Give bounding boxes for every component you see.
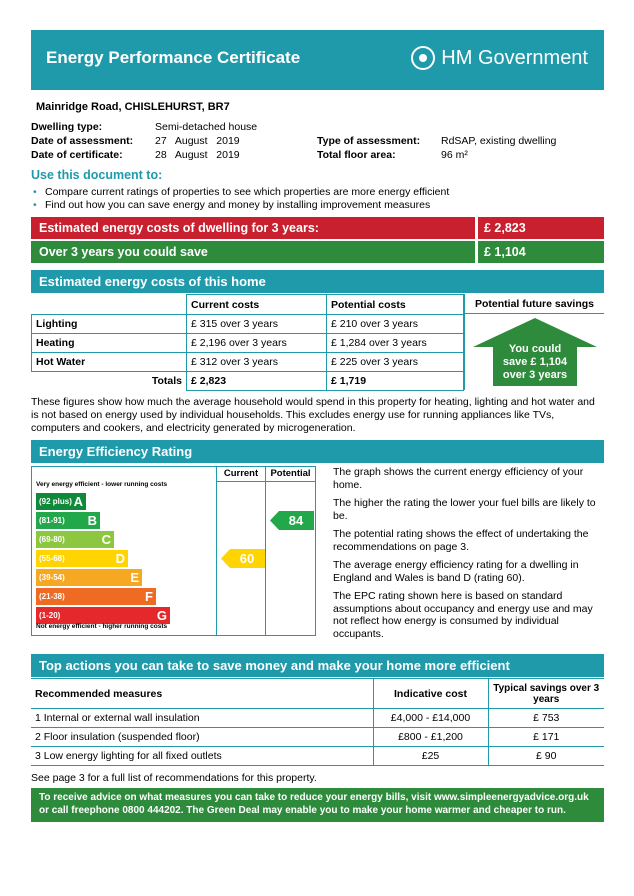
row-potential: £ 210 over 3 years	[327, 315, 464, 334]
band-range: (55-68)	[39, 554, 65, 563]
bullet-item: • Find out how you can save energy and money by installing improvement measures	[31, 199, 449, 212]
future-savings-panel	[464, 294, 604, 390]
date-assessment-label: Date of assessment:	[31, 135, 134, 147]
band-range: (81-91)	[39, 516, 65, 525]
measure-saving: £ 90	[488, 747, 604, 766]
measure-saving: £ 171	[488, 728, 604, 747]
actions-table	[31, 678, 604, 766]
column-potential: Potential	[270, 468, 311, 479]
description-paragraph: The potential rating shows the effect of undertaking the recommendations on page 3.	[333, 528, 589, 553]
totals-label: Totals	[32, 372, 187, 391]
row-label: Lighting	[32, 315, 187, 334]
measure-name: 1 Internal or external wall insulation	[31, 709, 373, 728]
date-certificate-value: 28 August 2019	[155, 149, 240, 161]
savings-line-2: save £ 1,104	[502, 356, 568, 368]
table-row	[32, 315, 464, 334]
use-document-list	[31, 186, 449, 212]
table-row	[32, 334, 464, 353]
column-current: Current	[223, 468, 259, 479]
row-current: £ 315 over 3 years	[187, 315, 327, 334]
row-current: £ 2,196 over 3 years	[187, 334, 327, 353]
band-letter: F	[145, 589, 153, 604]
measure-cost: £4,000 - £14,000	[373, 709, 488, 728]
description-paragraph: The EPC rating shown here is based on standard assumptions about occupancy and energy use and may not reflect how energy is consumed by individual occupants.	[333, 590, 593, 640]
actions-header-measure: Recommended measures	[31, 679, 373, 709]
property-address: Mainridge Road, CHISLEHURST, BR7	[36, 101, 230, 113]
row-current: £ 312 over 3 years	[187, 353, 327, 372]
band-letter: A	[73, 494, 83, 509]
future-savings-header: Potential future savings	[465, 294, 604, 314]
current-rating-value: 60	[239, 551, 255, 566]
savings-value: £ 1,104	[475, 241, 604, 263]
costs-section-title: Estimated energy costs of this home	[31, 270, 604, 293]
government-name: HM Government	[441, 46, 588, 69]
actions-title: Top actions you can take to save money and make your home more efficient	[31, 654, 604, 677]
document-title: Energy Performance Certificate	[46, 48, 301, 67]
band-letter: C	[101, 532, 111, 547]
row-label: Heating	[32, 334, 187, 353]
description-paragraph: The higher the rating the lower your fuel bills are likely to be.	[333, 497, 596, 522]
band-letter: G	[156, 608, 167, 623]
table-row	[31, 747, 604, 766]
band-letter: E	[130, 570, 139, 585]
efficiency-description	[333, 466, 603, 646]
use-document-title: Use this document to:	[31, 168, 163, 182]
band-range: (21-38)	[39, 592, 65, 601]
details-right	[317, 135, 556, 163]
actions-header-saving: Typical savings over 3 years	[488, 679, 604, 709]
details-left	[31, 121, 257, 163]
table-row	[32, 353, 464, 372]
efficiency-title: Energy Efficiency Rating	[31, 440, 604, 463]
totals-current: £ 2,823	[187, 372, 327, 391]
rating-band-e	[36, 569, 142, 586]
band-letter: D	[115, 551, 125, 566]
rating-band-d	[36, 550, 128, 567]
row-potential: £ 225 over 3 years	[327, 353, 464, 372]
savings-bar	[31, 241, 604, 263]
measure-name: 3 Low energy lighting for all fixed outlets	[31, 747, 373, 766]
savings-arrow-text	[465, 343, 605, 382]
band-letter: B	[87, 513, 97, 528]
rating-band-c	[36, 531, 114, 548]
estimated-cost-label: Estimated energy costs of dwelling for 3 years:	[31, 217, 475, 239]
costs-table	[31, 294, 464, 391]
band-range: (39-54)	[39, 573, 65, 582]
savings-line-3: over 3 years	[502, 369, 568, 381]
efficient-note: Very energy efficient - lower running costs	[36, 481, 168, 488]
header-bar	[31, 30, 604, 90]
type-assessment-value: RdSAP, existing dwelling	[441, 135, 557, 147]
floor-area-label: Total floor area:	[317, 149, 396, 161]
band-range: (92 plus)	[39, 497, 72, 506]
savings-line-1: You could	[508, 343, 562, 355]
estimated-cost-bar	[31, 217, 604, 239]
actions-header-cost: Indicative cost	[373, 679, 488, 709]
measure-cost: £800 - £1,200	[373, 728, 488, 747]
table-header-current: Current costs	[187, 295, 327, 315]
band-range: (69-80)	[39, 535, 65, 544]
floor-area-value: 96 m²	[441, 149, 468, 161]
row-label: Hot Water	[32, 353, 187, 372]
estimated-cost-value: £ 2,823	[475, 217, 604, 239]
date-assessment-value: 27 August 2019	[155, 135, 240, 147]
type-assessment-label: Type of assessment:	[317, 135, 421, 147]
table-header-potential: Potential costs	[327, 295, 464, 315]
rating-band-b	[36, 512, 100, 529]
description-paragraph: The average energy efficiency rating for a dwelling in England and Wales is band D (rating 60).	[333, 559, 579, 584]
table-row	[31, 709, 604, 728]
rating-band-a	[36, 493, 86, 510]
savings-label: Over 3 years you could save	[31, 241, 475, 263]
dwelling-type-label: Dwelling type:	[31, 121, 103, 133]
bullet-item: • Compare current ratings of properties to see which properties are more energy efficient	[31, 186, 449, 199]
advice-banner: To receive advice on what measures you can take to reduce your energy bills, visit www.simpleenergyadvice.org.uk or call freephone 0800 444202. The Green Deal may enable you to make your home warmer and cheaper to run.	[31, 788, 604, 822]
hm-government-logo	[411, 46, 588, 70]
measure-saving: £ 753	[488, 709, 604, 728]
totals-potential: £ 1,719	[327, 372, 464, 391]
totals-row	[32, 372, 464, 391]
inefficient-note: Not energy efficient - higher running costs	[36, 623, 168, 630]
table-row	[31, 728, 604, 747]
measure-name: 2 Floor insulation (suspended floor)	[31, 728, 373, 747]
description-paragraph: The graph shows the current energy efficiency of your home.	[333, 466, 584, 491]
measure-cost: £25	[373, 747, 488, 766]
rating-band-g	[36, 607, 170, 624]
row-potential: £ 1,284 over 3 years	[327, 334, 464, 353]
table-header-blank	[32, 295, 187, 315]
efficiency-chart	[31, 466, 316, 636]
date-certificate-label: Date of certificate:	[31, 149, 123, 161]
rating-band-f	[36, 588, 156, 605]
band-range: (1-20)	[39, 611, 61, 620]
see-page-note: See page 3 for a full list of recommendations for this property.	[31, 772, 317, 784]
dwelling-type-value: Semi-detached house	[155, 121, 258, 133]
potential-rating-value: 84	[288, 513, 304, 528]
costs-note: These figures show how much the average household would spend in this property for heating, lighting and hot water and is not based on energy used by individual households. This excludes energy use for running appliances like TVs, computers and cookers, and electricity generated by microgeneration.	[31, 396, 595, 434]
crest-icon	[411, 46, 435, 70]
